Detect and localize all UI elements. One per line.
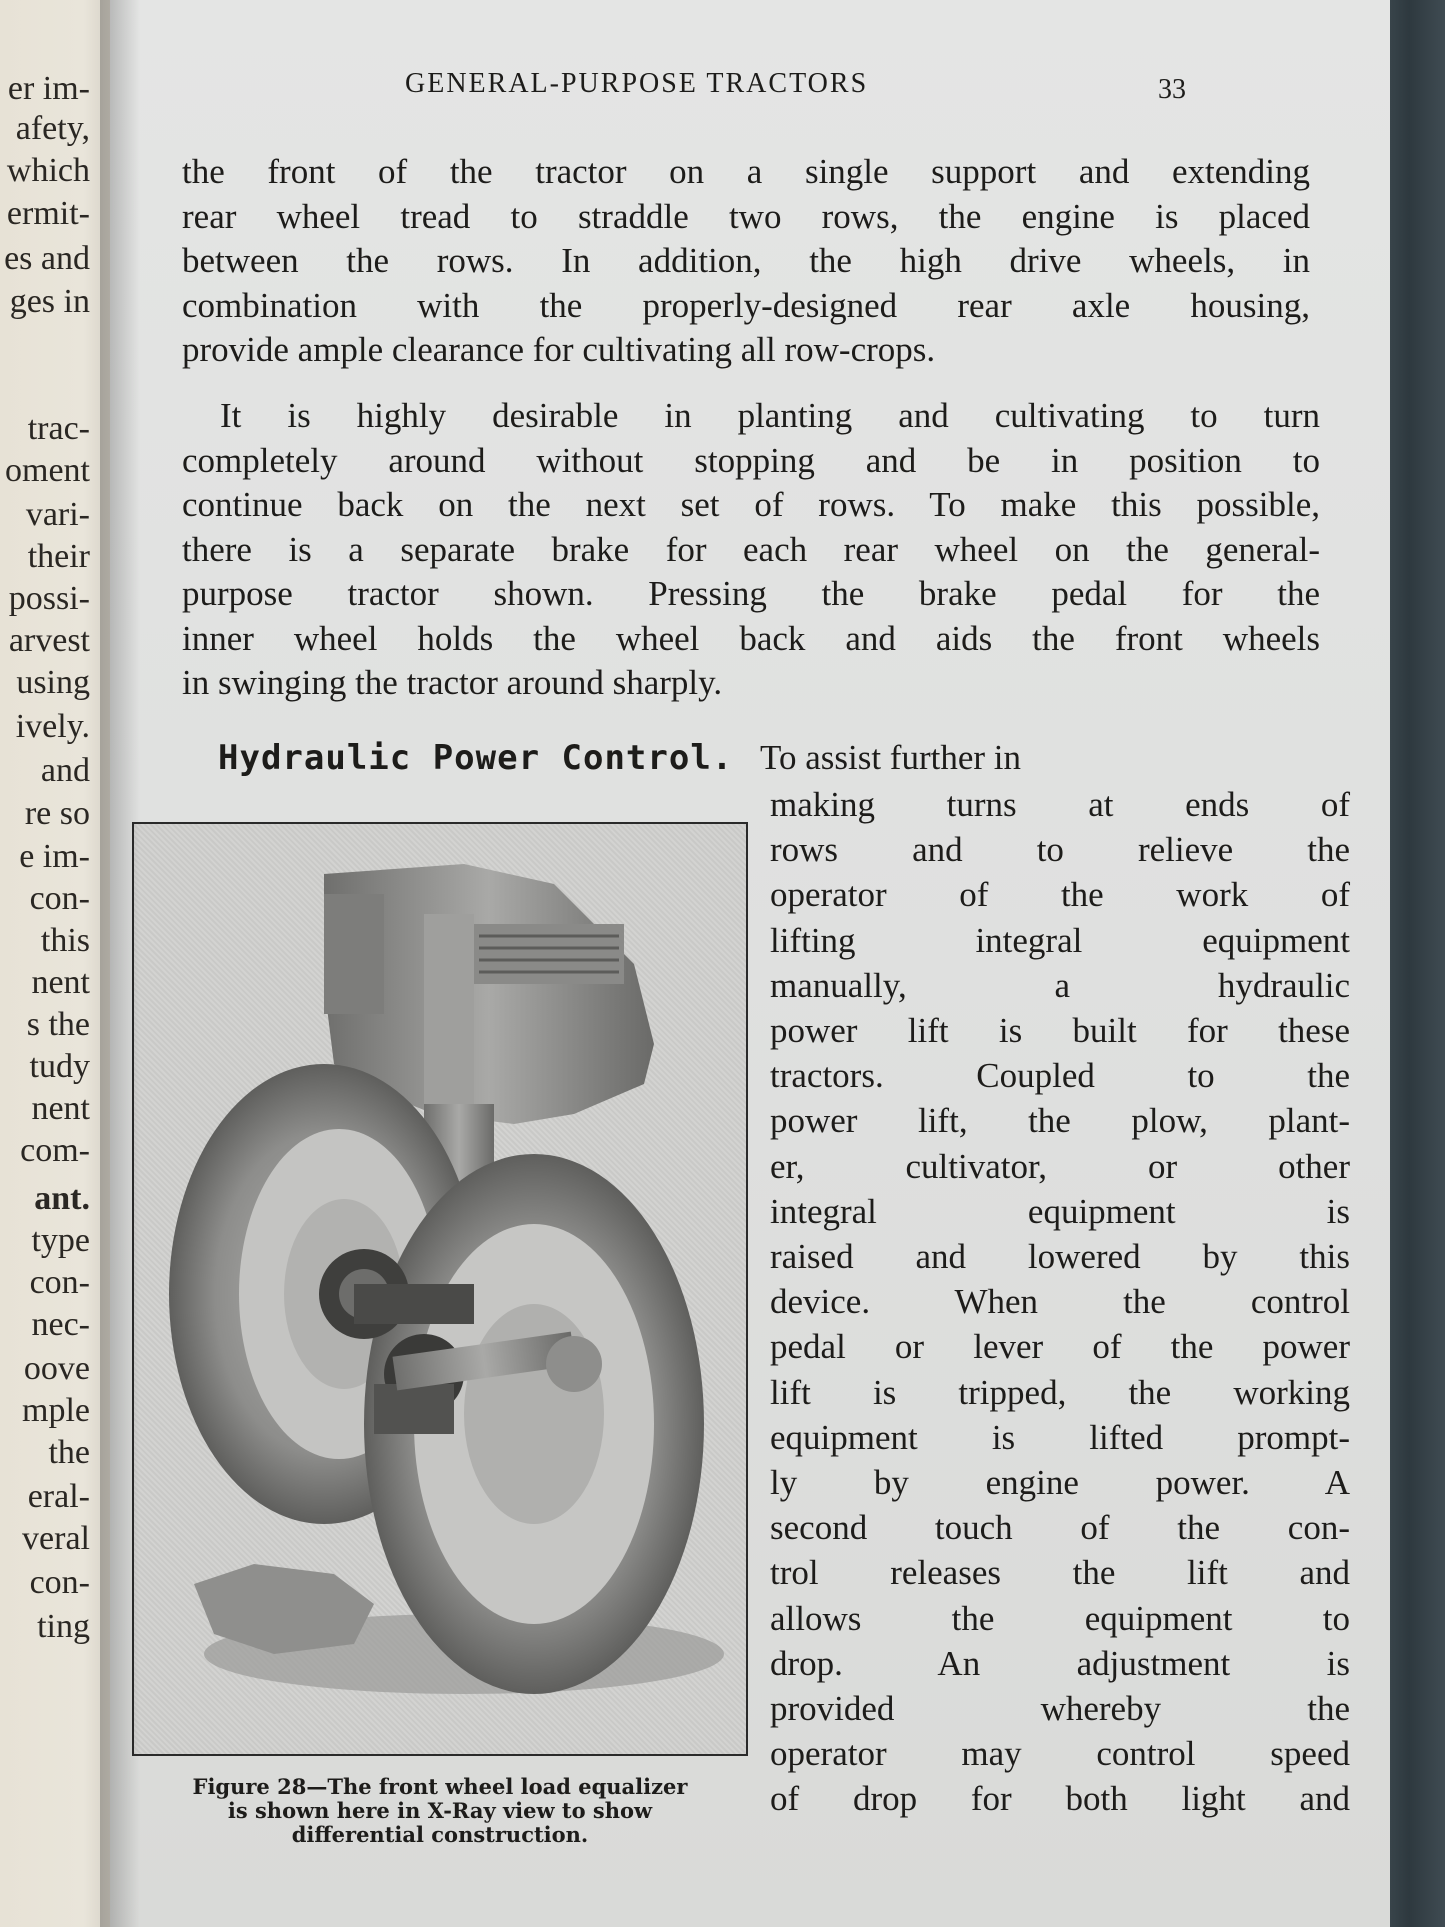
heading-continuation: To assist further in — [760, 738, 1022, 777]
figure-caption — [132, 1775, 748, 1847]
page-number: 33 — [1158, 74, 1186, 105]
left-page-text-fragment: ermit- — [6, 195, 90, 232]
left-page-text-fragment: con- — [29, 880, 90, 917]
left-page-text-fragment: the — [48, 1434, 90, 1471]
column-text-line: drop. An adjustment is — [770, 1643, 1350, 1683]
left-page-text-fragment: trac- — [27, 410, 90, 447]
column-text-line: operator may control speed — [770, 1734, 1350, 1774]
column-text-line: raised and lowered by this — [770, 1237, 1350, 1277]
text-line: in swinging the tractor around sharply. — [182, 663, 723, 702]
column-text-line: equipment is lifted prompt- — [770, 1417, 1350, 1457]
paragraph-1 — [182, 150, 1310, 373]
caption-line: differential construction. — [291, 1822, 589, 1847]
left-page-text-fragment: con- — [29, 1264, 90, 1301]
column-text-line: device. When the control — [770, 1282, 1350, 1322]
text-line: rear wheel tread to straddle two rows, the engine is placed — [182, 196, 1310, 236]
section-heading: Hydraulic Power Control. — [218, 738, 734, 778]
left-page-text-fragment: afety, — [15, 110, 90, 147]
text-line: the front of the tractor on a single support and extending — [182, 152, 1310, 191]
left-page-text-fragment: ively. — [15, 708, 90, 745]
left-page-text-fragment: arvest — [8, 622, 90, 659]
left-page-text-fragment: er im- — [7, 70, 90, 107]
left-page-text-fragment: com- — [20, 1132, 90, 1169]
caption-line: is shown here in X-Ray view to show — [227, 1798, 653, 1823]
left-page-text-fragment: using — [16, 664, 90, 701]
left-page-text-fragment: vari- — [25, 496, 90, 533]
left-page-text-fragment: ges in — [9, 283, 90, 320]
left-page-text-fragment: mple — [22, 1392, 90, 1429]
left-page-text-fragment: oove — [23, 1350, 90, 1387]
left-page-text-fragment: es and — [4, 240, 90, 277]
text-line: completely around without stopping and be in position to — [182, 440, 1320, 480]
column-text-line: second touch of the con- — [770, 1508, 1350, 1548]
column-text-line: making turns at ends of — [770, 785, 1350, 824]
left-page-text-fragment: which — [6, 152, 90, 189]
section-heading-line — [218, 738, 1326, 778]
left-page-text-fragment: veral — [22, 1520, 90, 1557]
column-text-line: trol releases the lift and — [770, 1553, 1350, 1593]
left-page-text-fragment: s the — [26, 1006, 90, 1043]
left-page-text-fragment: and — [40, 752, 90, 789]
column-text-line: lifting integral equipment — [770, 920, 1350, 960]
caption-line: Figure 28—The front wheel load equalizer — [192, 1774, 688, 1799]
paragraph-2 — [182, 394, 1320, 706]
left-page-text-fragment: nent — [31, 964, 90, 1001]
column-text-line: provided whereby the — [770, 1689, 1350, 1729]
figure-28-photo — [132, 822, 748, 1756]
column-text-line: allows the equipment to — [770, 1598, 1350, 1638]
left-page-text-fragment: eral- — [27, 1478, 90, 1515]
left-page-text-fragment: type — [31, 1222, 90, 1259]
column-text-line: tractors. Coupled to the — [770, 1056, 1350, 1096]
column-text-line: operator of the work of — [770, 875, 1350, 915]
left-page-text-fragment: nent — [31, 1090, 90, 1127]
left-page-text-fragment: their — [27, 538, 90, 575]
text-line: provide ample clearance for cultivating all row-crops. — [182, 330, 936, 369]
left-page-text-fragment: tudy — [29, 1048, 90, 1085]
column-text-line: er, cultivator, or other — [770, 1146, 1350, 1186]
column-text-line: power lift is built for these — [770, 1011, 1350, 1051]
running-head: GENERAL-PURPOSE TRACTORS — [405, 68, 869, 99]
text-line: between the rows. In addition, the high drive wheels, in — [182, 241, 1310, 280]
text-column — [770, 782, 1350, 1822]
page-gutter-shadow — [100, 0, 140, 1927]
column-text-line: lift is tripped, the working — [770, 1372, 1350, 1412]
left-page-text-fragment: ant. — [34, 1180, 90, 1217]
left-page-text-fragment: this — [40, 922, 90, 959]
text-line: It is highly desirable in planting and cultivating to turn — [220, 396, 1320, 435]
column-text-line: power lift, the plow, plant- — [770, 1101, 1350, 1141]
left-page-text-fragment: possi- — [8, 580, 90, 617]
left-page-text-fragment: con- — [29, 1564, 90, 1601]
column-text-line: ly by engine power. A — [770, 1463, 1350, 1503]
left-page-text-fragment: ting — [37, 1608, 90, 1645]
column-text-line: of drop for both light and — [770, 1779, 1350, 1819]
text-line: inner wheel holds the wheel back and aids the front wheels — [182, 618, 1320, 658]
left-page-text-fragment: oment — [5, 452, 90, 489]
book-page — [110, 0, 1390, 1927]
text-line: purpose tractor shown. Pressing the brake pedal for the — [182, 574, 1320, 613]
text-line: combination with the properly-designed rear axle housing, — [182, 285, 1310, 325]
column-text-line: integral equipment is — [770, 1191, 1350, 1231]
column-text-line: rows and to relieve the — [770, 830, 1350, 870]
left-page-text-fragment: nec- — [31, 1306, 90, 1343]
tractor-front-wheel-illustration — [134, 824, 746, 1754]
left-page-text-fragment: e im- — [19, 838, 90, 875]
text-line: continue back on the next set of rows. To make this possible, — [182, 485, 1320, 524]
book-cover — [1385, 0, 1445, 1927]
text-line: there is a separate brake for each rear wheel on the general- — [182, 529, 1320, 569]
left-page-text-fragment: re so — [24, 795, 90, 832]
column-text-line: manually, a hydraulic — [770, 965, 1350, 1005]
column-text-line: pedal or lever of the power — [770, 1327, 1350, 1367]
